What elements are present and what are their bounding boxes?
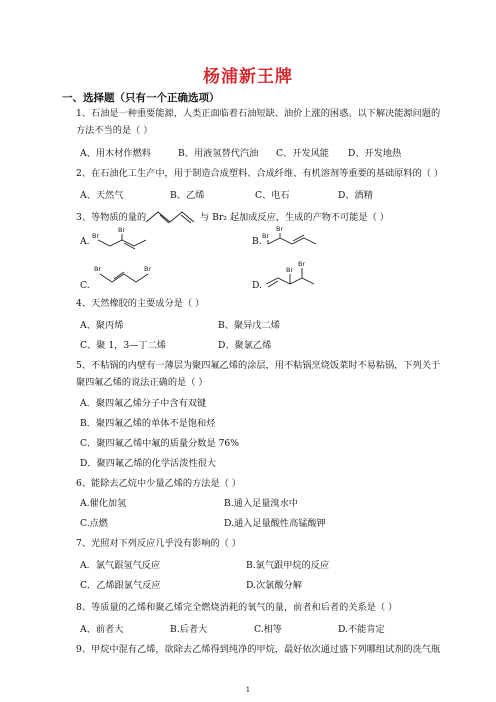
- q5-option-a[interactable]: A．聚四氟乙烯分子中含有双键: [80, 398, 207, 409]
- q3-stem-part-2: 与 Br₂ 起加成反应，生成的产物不可能是（ ）: [200, 212, 389, 223]
- br-label: Br: [94, 265, 102, 273]
- br-label: Br: [118, 226, 126, 234]
- q1-stem-line-1: 1、石油是一种重要能源，人类正面临着石油短缺、油价上涨的困惑。以下解决能源问题的: [76, 108, 441, 119]
- q7-option-c[interactable]: C．乙烯跟氯气反应: [80, 580, 161, 591]
- q4-stem: 4、天然橡胶的主要成分是（ ）: [76, 298, 205, 309]
- q9-stem: 9、甲烷中混有乙烯，欲除去乙烯得到纯净的甲烷，最好依次通过盛下列哪组试剂的洗气瓶: [76, 644, 441, 655]
- q2-option-c[interactable]: C、电石: [255, 190, 290, 201]
- br-label: Br: [144, 265, 152, 273]
- q1-option-d[interactable]: D、开发地热: [348, 148, 402, 159]
- q2-option-b[interactable]: B、乙烯: [170, 190, 205, 201]
- q1-option-b[interactable]: B、用液氢替代汽油: [178, 148, 259, 159]
- q8-option-a[interactable]: A、前者大: [80, 624, 124, 635]
- q8-option-b[interactable]: B.后者大: [170, 624, 208, 635]
- diene-structure: [144, 206, 198, 226]
- q3-option-d-structure: [262, 258, 326, 288]
- q2-option-a[interactable]: A、天然气: [80, 190, 124, 201]
- q4-option-a[interactable]: A、聚丙烯: [80, 320, 124, 331]
- q4-option-b[interactable]: B、聚异戊二烯: [218, 320, 280, 331]
- q1-option-a[interactable]: A、用木材作燃料: [80, 148, 151, 159]
- q3-option-d[interactable]: D.: [252, 280, 262, 291]
- q4-option-c[interactable]: C、聚 1，3—丁二烯: [80, 340, 166, 351]
- q3-stem-part-1: 3、等物质的量的: [76, 212, 147, 223]
- q1-stem-line-2: 方法不当的是（ ）: [76, 125, 153, 136]
- q7-option-d[interactable]: D.次氯酸分解: [246, 580, 302, 591]
- q6-option-b[interactable]: B.通入足量溴水中: [224, 498, 298, 509]
- br-label: Br: [298, 260, 306, 268]
- q4-option-d[interactable]: D、聚氯乙烯: [218, 340, 272, 351]
- q5-option-b[interactable]: B．聚四氟乙烯的单体不是饱和烃: [80, 418, 216, 429]
- br-label: Br: [276, 226, 284, 233]
- q3-option-b[interactable]: B.: [252, 236, 262, 247]
- q5-stem-line-1: 5、不粘锅的内壁有一薄层为聚四氟乙烯的涂层，用不粘锅烹烧饭菜时不易粘锅，下列关于: [76, 360, 441, 371]
- q8-option-d[interactable]: D.不能肯定: [338, 624, 385, 635]
- q2-option-d[interactable]: D、酒精: [338, 190, 373, 201]
- q3-option-a[interactable]: A.: [80, 236, 90, 247]
- q6-option-d[interactable]: D.通入足量酸性高锰酸钾: [224, 518, 326, 529]
- q6-stem: 6、能除去乙烷中少量乙烯的方法是（ ）: [76, 478, 241, 489]
- br-label: Br: [262, 232, 270, 240]
- q6-option-c[interactable]: C.点燃: [80, 518, 108, 529]
- page-number: 1: [245, 686, 251, 694]
- q5-stem-line-2: 聚四氟乙烯的说法正确的是（ ）: [76, 377, 208, 388]
- q7-stem: 7、光照对下列反应几乎没有影响的（ ）: [76, 538, 241, 549]
- q2-stem: 2、在石油化工生产中，用于制造合成塑料、合成纤维、有机溶剂等重要的基础原料的（ ）: [76, 168, 444, 179]
- q7-option-b[interactable]: B.氯气跟甲烷的反应: [246, 560, 330, 571]
- q5-option-c[interactable]: C．聚四氟乙烯中氟的质量分数是 76%: [80, 438, 239, 449]
- br-label: Br: [92, 232, 100, 240]
- q3-option-c[interactable]: C.: [80, 280, 90, 291]
- q3-option-a-structure: [92, 226, 152, 250]
- br-label: Br: [286, 266, 294, 274]
- q5-option-d[interactable]: D．聚四氟乙烯的化学活泼性很大: [80, 458, 216, 469]
- q8-stem: 8、等质量的乙烯和聚乙烯完全燃烧消耗的氧气的量，前者和后者的关系是（ ）: [76, 602, 398, 613]
- q7-option-a[interactable]: A．氯气跟氢气反应: [80, 560, 161, 571]
- q3-option-b-structure: [262, 226, 322, 250]
- q1-option-c[interactable]: C、开发风能: [276, 148, 329, 159]
- page-title: 杨浦新王牌: [203, 67, 293, 87]
- q3-option-c-structure: [92, 262, 156, 286]
- section-heading: 一、选择题（只有一个正确选项）: [62, 92, 220, 104]
- q8-option-c[interactable]: C.相等: [254, 624, 282, 635]
- q6-option-a[interactable]: A.催化加氢: [80, 498, 127, 509]
